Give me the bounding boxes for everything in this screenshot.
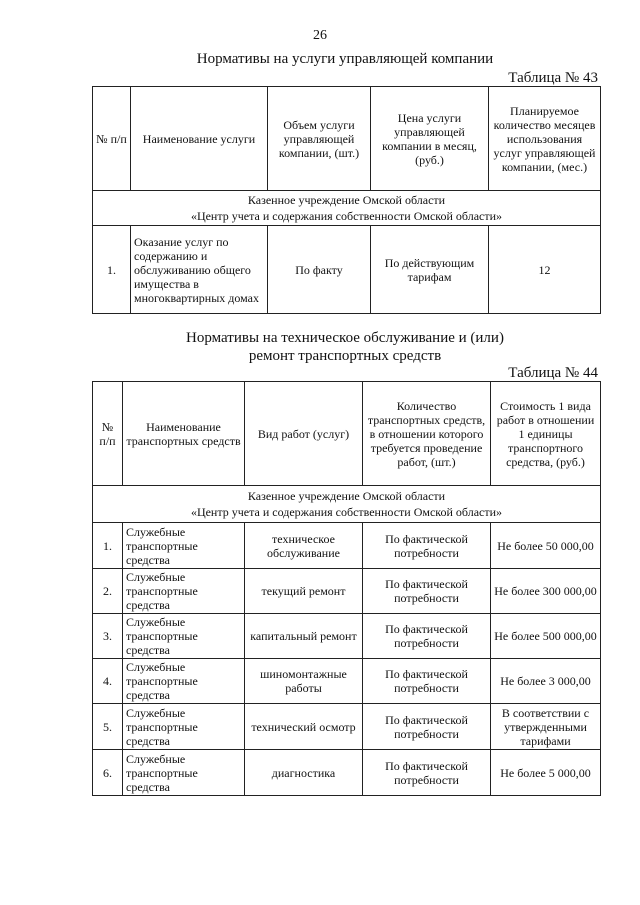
work-type: текущий ремонт bbox=[245, 569, 363, 614]
table44-org bbox=[93, 486, 601, 523]
row-number: 2. bbox=[93, 569, 123, 614]
table43-header: Цена услуги управляющей компании в месяц, (руб.) bbox=[371, 87, 489, 191]
table-row bbox=[93, 523, 601, 569]
table44-title-line: ремонт транспортных средств bbox=[248, 348, 442, 364]
service-name: Оказание услуг по содержанию и обслуживанию общего имущества в многоквартирных домах bbox=[131, 226, 268, 314]
vehicle-count: По фактической потребности bbox=[363, 614, 491, 659]
table43-header: Объем услуги управляющей компании, (шт.) bbox=[268, 87, 371, 191]
table43-header: № п/п bbox=[93, 87, 131, 191]
table-row bbox=[93, 659, 601, 704]
vehicle-count: По фактической потребности bbox=[363, 569, 491, 614]
table-row bbox=[93, 569, 601, 614]
table43-header: Планируемое количество месяцев использования услуг управляющей компании, (мес.) bbox=[489, 87, 601, 191]
table-row bbox=[93, 226, 601, 314]
row-number: 4. bbox=[93, 659, 123, 704]
table44-header: Количество транспортных средств, в отношении которого требуется проведение работ, (шт.) bbox=[363, 382, 491, 486]
work-cost: Не более 3 000,00 bbox=[491, 659, 601, 704]
work-type: технический осмотр bbox=[245, 704, 363, 750]
work-cost: Не более 50 000,00 bbox=[491, 523, 601, 569]
table44-header: Вид работ (услуг) bbox=[245, 382, 363, 486]
table43-title: Нормативы на услуги управляющей компании bbox=[196, 51, 494, 67]
table44-header: № п/п bbox=[93, 382, 123, 486]
org-name: Казенное учреждение Омской области bbox=[247, 193, 446, 207]
vehicle-name: Служебные транспортные средства bbox=[123, 569, 245, 614]
table43 bbox=[92, 86, 601, 314]
vehicle-count: По фактической потребности bbox=[363, 704, 491, 750]
work-type: капитальный ремонт bbox=[245, 614, 363, 659]
row-number: 1. bbox=[93, 226, 131, 314]
table44-header: Стоимость 1 вида работ в отношении 1 единицы транспортного средства, (руб.) bbox=[491, 382, 601, 486]
table44-title bbox=[90, 329, 600, 365]
table-row bbox=[93, 614, 601, 659]
work-cost: Не более 5 000,00 bbox=[491, 750, 601, 796]
work-type: шиномонтажные работы bbox=[245, 659, 363, 704]
table44-title-line: Нормативы на техническое обслуживание и (или) bbox=[186, 330, 504, 346]
vehicle-name: Служебные транспортные средства bbox=[123, 750, 245, 796]
org-name: Казенное учреждение Омской области bbox=[247, 489, 446, 503]
row-number: 3. bbox=[93, 614, 123, 659]
table-row bbox=[93, 750, 601, 796]
table43-header: Наименование услуги bbox=[131, 87, 268, 191]
vehicle-count: По фактической потребности bbox=[363, 523, 491, 569]
service-months: 12 bbox=[489, 226, 601, 314]
vehicle-name: Служебные транспортные средства bbox=[123, 704, 245, 750]
work-type: техническое обслуживание bbox=[245, 523, 363, 569]
vehicle-count: По фактической потребности bbox=[363, 750, 491, 796]
table43-org bbox=[93, 191, 601, 226]
row-number: 6. bbox=[93, 750, 123, 796]
vehicle-count: По фактической потребности bbox=[363, 659, 491, 704]
org-full-name: «Центр учета и содержания собственности Омской области» bbox=[190, 209, 503, 223]
table44-header: Наименование транспортных средств bbox=[123, 382, 245, 486]
service-volume: По факту bbox=[268, 226, 371, 314]
org-full-name: «Центр учета и содержания собственности Омской области» bbox=[190, 505, 503, 519]
work-cost: Не более 500 000,00 bbox=[491, 614, 601, 659]
row-number: 1. bbox=[93, 523, 123, 569]
work-cost: Не более 300 000,00 bbox=[491, 569, 601, 614]
table-row bbox=[93, 704, 601, 750]
table44-label: Таблица № 44 bbox=[508, 365, 598, 381]
row-number: 5. bbox=[93, 704, 123, 750]
work-cost: В соответствии с утвержденными тарифами bbox=[491, 704, 601, 750]
work-type: диагностика bbox=[245, 750, 363, 796]
vehicle-name: Служебные транспортные средства bbox=[123, 659, 245, 704]
page-number: 26 bbox=[313, 28, 327, 43]
table44 bbox=[92, 381, 601, 796]
vehicle-name: Служебные транспортные средства bbox=[123, 614, 245, 659]
service-price: По действующим тарифам bbox=[371, 226, 489, 314]
table43-label: Таблица № 43 bbox=[508, 70, 598, 86]
vehicle-name: Служебные транспортные средства bbox=[123, 523, 245, 569]
